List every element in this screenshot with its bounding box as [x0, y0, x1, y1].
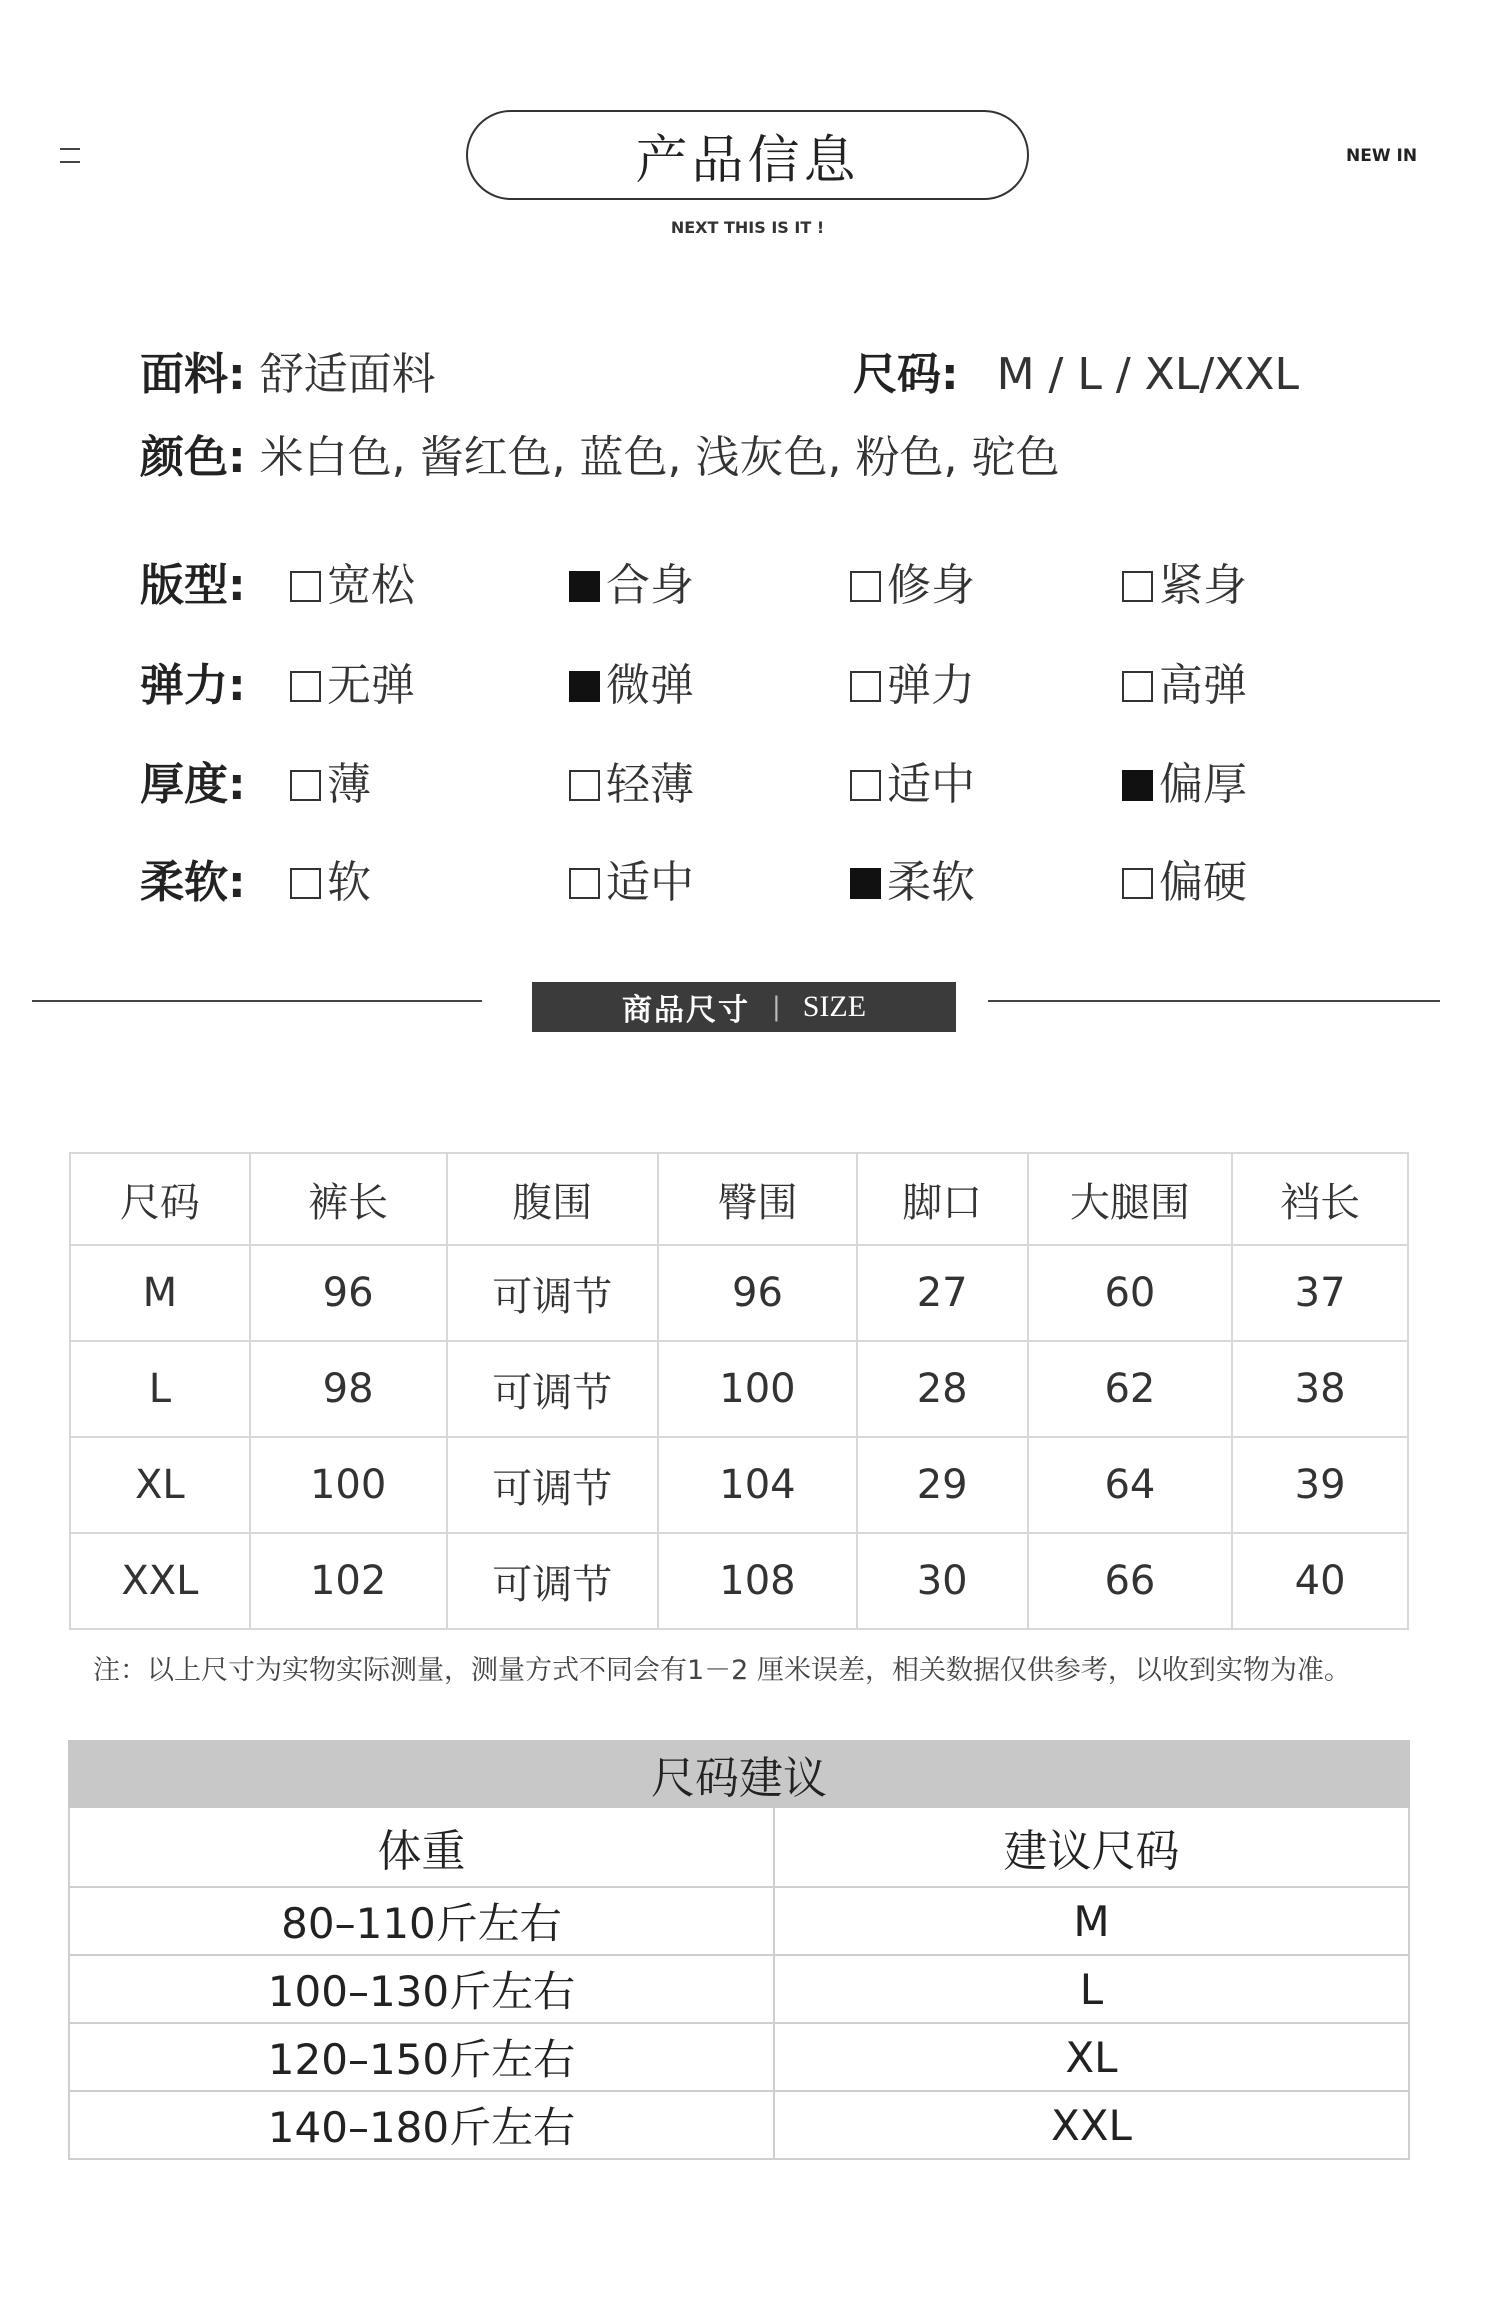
- table-cell: 可调节: [447, 1437, 659, 1533]
- table-cell: 98: [250, 1341, 447, 1437]
- checkbox[interactable]: [850, 671, 881, 702]
- checkbox[interactable]: [1122, 868, 1153, 899]
- table-cell: 66: [1028, 1533, 1233, 1629]
- option-label: 偏硬: [1159, 857, 1247, 908]
- page-title: 产品信息: [466, 110, 1029, 200]
- recommendation-title-row: [69, 1741, 1409, 1807]
- table-cell: 120–150斤左右: [69, 2023, 774, 2091]
- attr-option[interactable]: [1122, 750, 1247, 820]
- divider-left: [32, 1000, 482, 1002]
- fabric-row: [140, 345, 436, 405]
- checkbox-checked[interactable]: [569, 671, 600, 702]
- table-cell: 100–130斤左右: [69, 1955, 774, 2023]
- option-label: 适中: [606, 857, 694, 908]
- table-cell: M: [70, 1245, 250, 1341]
- size-value: M / L / XL/XXL: [996, 349, 1299, 400]
- table-header-cell: 脚口: [857, 1153, 1028, 1245]
- checkbox-checked[interactable]: [850, 868, 881, 899]
- menu-icon[interactable]: [60, 144, 80, 166]
- table-cell: XXL: [774, 2091, 1409, 2159]
- table-cell: 104: [658, 1437, 857, 1533]
- table-cell: 可调节: [447, 1341, 659, 1437]
- option-label: 高弹: [1159, 660, 1247, 711]
- attr-row-softness: [140, 848, 1400, 918]
- table-cell: 60: [1028, 1245, 1233, 1341]
- table-cell: 62: [1028, 1341, 1233, 1437]
- table-cell: 102: [250, 1533, 447, 1629]
- checkbox[interactable]: [850, 571, 881, 602]
- checkbox[interactable]: [290, 571, 321, 602]
- checkbox[interactable]: [850, 770, 881, 801]
- attr-option[interactable]: [569, 551, 694, 621]
- table-cell: 108: [658, 1533, 857, 1629]
- table-row: [69, 1887, 1409, 1955]
- size-table: [69, 1152, 1409, 1630]
- table-cell: 40: [1232, 1533, 1408, 1629]
- table-header-cell: 裤长: [250, 1153, 447, 1245]
- size-recommendation-table: [68, 1740, 1410, 2160]
- table-cell: 140–180斤左右: [69, 2091, 774, 2159]
- size-section-label-en: SIZE: [802, 990, 867, 1023]
- table-cell: 29: [857, 1437, 1028, 1533]
- attr-row-fit: [140, 551, 1400, 621]
- option-label: 紧身: [1159, 560, 1247, 611]
- table-row: [69, 2023, 1409, 2091]
- table-row: [70, 1533, 1408, 1629]
- table-cell: 100: [250, 1437, 447, 1533]
- color-row: [140, 428, 1059, 488]
- attr-row-stretch: [140, 651, 1400, 721]
- option-label: 微弹: [606, 660, 694, 711]
- checkbox[interactable]: [569, 868, 600, 899]
- new-in-label: NEW IN: [1346, 146, 1418, 166]
- option-label: 适中: [887, 759, 975, 810]
- table-cell: 27: [857, 1245, 1028, 1341]
- recommendation-title: 尺码建议: [69, 1741, 1409, 1807]
- table-cell: 28: [857, 1341, 1028, 1437]
- table-header-cell: 裆长: [1232, 1153, 1408, 1245]
- page-subtitle: NEXT THIS IS IT !: [670, 218, 825, 237]
- table-header-cell: 体重: [69, 1807, 774, 1887]
- option-label: 薄: [327, 759, 371, 810]
- attr-option[interactable]: [290, 750, 371, 820]
- checkbox[interactable]: [1122, 571, 1153, 602]
- checkbox-checked[interactable]: [569, 571, 600, 602]
- attr-option[interactable]: [290, 848, 371, 918]
- attr-label: 柔软:: [140, 857, 246, 908]
- divider-right: [988, 1000, 1440, 1002]
- table-header-cell: 尺码: [70, 1153, 250, 1245]
- table-row: [70, 1437, 1408, 1533]
- color-label: 颜色:: [140, 432, 246, 483]
- table-header-cell: 建议尺码: [774, 1807, 1409, 1887]
- table-header-cell: 大腿围: [1028, 1153, 1233, 1245]
- attr-label: 版型:: [140, 560, 246, 611]
- attr-option[interactable]: [569, 651, 694, 721]
- table-cell: 39: [1232, 1437, 1408, 1533]
- table-cell: 96: [658, 1245, 857, 1341]
- attr-option[interactable]: [569, 848, 694, 918]
- option-label: 合身: [606, 560, 694, 611]
- table-cell: 37: [1232, 1245, 1408, 1341]
- option-label: 弹力: [887, 660, 975, 711]
- attr-label: 厚度:: [140, 759, 246, 810]
- attr-option[interactable]: [1122, 651, 1247, 721]
- table-row: [70, 1341, 1408, 1437]
- table-cell: 可调节: [447, 1245, 659, 1341]
- table-cell: XL: [774, 2023, 1409, 2091]
- fabric-label: 面料:: [140, 349, 246, 400]
- size-label: 尺码:: [853, 349, 959, 400]
- attr-option[interactable]: [1122, 848, 1247, 918]
- measurement-note: 注：以上尺寸为实物实际测量，测量方式不同会有1－2 厘米误差，相关数据仅供参考，以收到实物为准。: [93, 1655, 1351, 1686]
- table-header-cell: 腹围: [447, 1153, 659, 1245]
- table-cell: L: [70, 1341, 250, 1437]
- attr-option[interactable]: [850, 551, 975, 621]
- table-cell: 可调节: [447, 1533, 659, 1629]
- size-options-row: [853, 345, 1299, 405]
- table-cell: L: [774, 1955, 1409, 2023]
- table-row: [69, 2091, 1409, 2159]
- attr-option[interactable]: [569, 750, 694, 820]
- table-cell: M: [774, 1887, 1409, 1955]
- attr-option[interactable]: [1122, 551, 1247, 621]
- table-cell: XL: [70, 1437, 250, 1533]
- option-label: 软: [327, 857, 371, 908]
- table-cell: XXL: [70, 1533, 250, 1629]
- option-label: 偏厚: [1159, 759, 1247, 810]
- checkbox-checked[interactable]: [1122, 770, 1153, 801]
- option-label: 修身: [887, 560, 975, 611]
- table-header-cell: 臀围: [658, 1153, 857, 1245]
- attr-option[interactable]: [850, 651, 975, 721]
- option-label: 轻薄: [606, 759, 694, 810]
- table-row: [70, 1245, 1408, 1341]
- checkbox[interactable]: [290, 770, 321, 801]
- checkbox[interactable]: [1122, 671, 1153, 702]
- table-cell: 64: [1028, 1437, 1233, 1533]
- option-label: 无弹: [327, 660, 415, 711]
- table-cell: 100: [658, 1341, 857, 1437]
- table-header-row: [69, 1807, 1409, 1887]
- table-cell: 80–110斤左右: [69, 1887, 774, 1955]
- attr-label: 弹力:: [140, 660, 246, 711]
- size-section-header: [532, 982, 956, 1032]
- table-cell: 96: [250, 1245, 447, 1341]
- table-cell: 38: [1232, 1341, 1408, 1437]
- option-label: 宽松: [327, 560, 415, 611]
- checkbox[interactable]: [569, 770, 600, 801]
- size-section-label: 商品尺寸: [621, 993, 750, 1028]
- attr-option[interactable]: [290, 551, 415, 621]
- size-section-separator: |: [771, 992, 781, 1022]
- attr-option[interactable]: [850, 848, 975, 918]
- attr-option[interactable]: [850, 750, 975, 820]
- table-header-row: [70, 1153, 1408, 1245]
- attr-option[interactable]: [290, 651, 415, 721]
- table-cell: 30: [857, 1533, 1028, 1629]
- checkbox[interactable]: [290, 868, 321, 899]
- fabric-value: 舒适面料: [259, 349, 436, 400]
- attr-row-thickness: [140, 750, 1400, 820]
- option-label: 柔软: [887, 857, 975, 908]
- table-row: [69, 1955, 1409, 2023]
- color-value: 米白色, 酱红色, 蓝色, 浅灰色, 粉色, 驼色: [259, 432, 1060, 483]
- checkbox[interactable]: [290, 671, 321, 702]
